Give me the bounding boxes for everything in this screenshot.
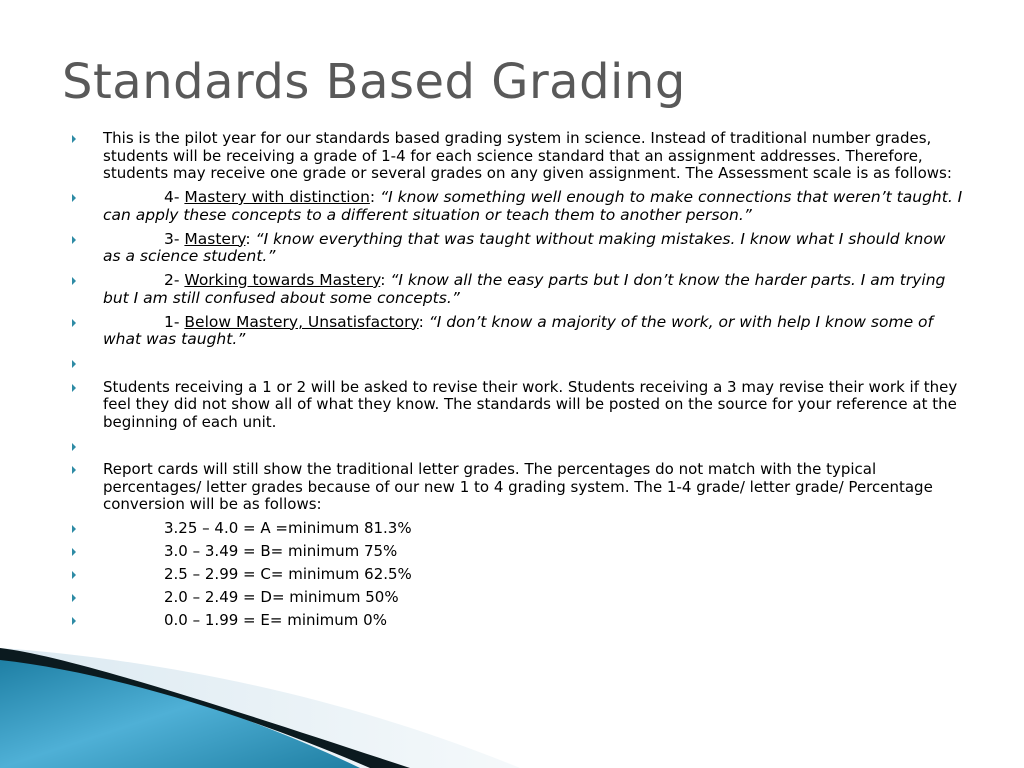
conversion-text: 0.0 – 1.99 = E= minimum 0% <box>164 611 387 629</box>
grade-number: 4 <box>164 188 174 206</box>
grade-dash: - <box>173 271 185 289</box>
arrow-bullet-icon <box>72 319 76 327</box>
grade-quote: “I know everything that was taught without making mistakes. I know what I should know as a science student.” <box>103 229 946 265</box>
grade-quote: “I know something well enough to make connections that weren’t taught. I can apply these concepts to a different situation or teach them to another person.” <box>103 188 963 224</box>
list-item <box>72 231 967 266</box>
arrow-bullet-icon <box>72 571 76 579</box>
grade-label: Mastery with distinction <box>184 188 370 206</box>
report-text: Report cards will still show the traditional letter grades. The percentages do not match with the typical percentages/ letter grades because of our new 1 to 4 grading system. The 1-4 grade/ letter grade/ Percentage conversion will be as follows: <box>103 460 933 513</box>
arrow-bullet-icon <box>72 443 76 451</box>
arrow-bullet-icon <box>72 135 76 143</box>
arrow-bullet-icon <box>72 194 76 202</box>
list-item <box>72 566 967 583</box>
grade-colon: : <box>418 312 429 331</box>
conversion-text: 3.25 – 4.0 = A =minimum 81.3% <box>164 519 412 537</box>
grade-number: 3 <box>164 229 174 248</box>
empty-list-item <box>72 355 967 372</box>
grade-dash: - <box>173 229 185 248</box>
intro-text: This is the pilot year for our standards based grading system in science. Instead of traditional number grades, students will be receiving a grade of 1-4 for each science standard that an assignment addresses. Therefore, students may receive one grade or several grades on any given assignment. The Assessment scale is as follows: <box>103 129 952 182</box>
list-item <box>72 543 967 560</box>
wave-dark-band <box>0 648 410 768</box>
arrow-bullet-icon <box>72 548 76 556</box>
grade-dash: - <box>173 312 185 331</box>
bullet-list <box>72 130 967 635</box>
list-item <box>72 314 967 349</box>
arrow-bullet-icon <box>72 384 76 392</box>
grade-dash: - <box>173 188 185 206</box>
revise-text: Students receiving a 1 or 2 will be asked to revise their work. Students receiving a 3 may revise their work if they feel they did not show all of what they know. The standards will be posted on the source for your reference at the beginning of each unit. <box>103 377 958 431</box>
conversion-text: 3.0 – 3.49 = B= minimum 75% <box>164 542 398 560</box>
list-item <box>72 189 967 224</box>
grade-label: Below Mastery, Unsatisfactory <box>184 312 419 331</box>
arrow-bullet-icon <box>72 466 76 474</box>
list-item <box>72 379 967 432</box>
arrow-bullet-icon <box>72 617 76 625</box>
grade-label: Mastery <box>184 229 246 248</box>
grade-quote: “I know all the easy parts but I don’t know the harder parts. I am trying but I am still confused about some concepts.” <box>103 271 946 307</box>
wave-teal-band <box>0 650 360 768</box>
list-item <box>72 130 967 183</box>
arrow-bullet-icon <box>72 277 76 285</box>
arrow-bullet-icon <box>72 525 76 533</box>
slide-title: Standards Based Grading <box>62 54 686 110</box>
arrow-bullet-icon <box>72 594 76 602</box>
grade-colon: : <box>380 271 391 289</box>
list-item <box>72 461 967 514</box>
grade-number: 1 <box>164 312 174 331</box>
empty-list-item <box>72 438 967 455</box>
grade-quote: “I don’t know a majority of the work, or with help I know some of what was taught.” <box>103 312 933 348</box>
grade-label: Working towards Mastery <box>184 271 381 289</box>
grade-colon: : <box>245 229 256 248</box>
arrow-bullet-icon <box>72 360 76 368</box>
conversion-text: 2.5 – 2.99 = C= minimum 62.5% <box>164 565 412 583</box>
list-item <box>72 589 967 606</box>
list-item <box>72 612 967 629</box>
wave-light-band <box>0 648 520 768</box>
list-item <box>72 520 967 537</box>
list-item <box>72 272 967 307</box>
grade-number: 2 <box>164 271 174 289</box>
conversion-text: 2.0 – 2.49 = D= minimum 50% <box>164 588 399 606</box>
grade-colon: : <box>369 188 381 206</box>
arrow-bullet-icon <box>72 236 76 244</box>
